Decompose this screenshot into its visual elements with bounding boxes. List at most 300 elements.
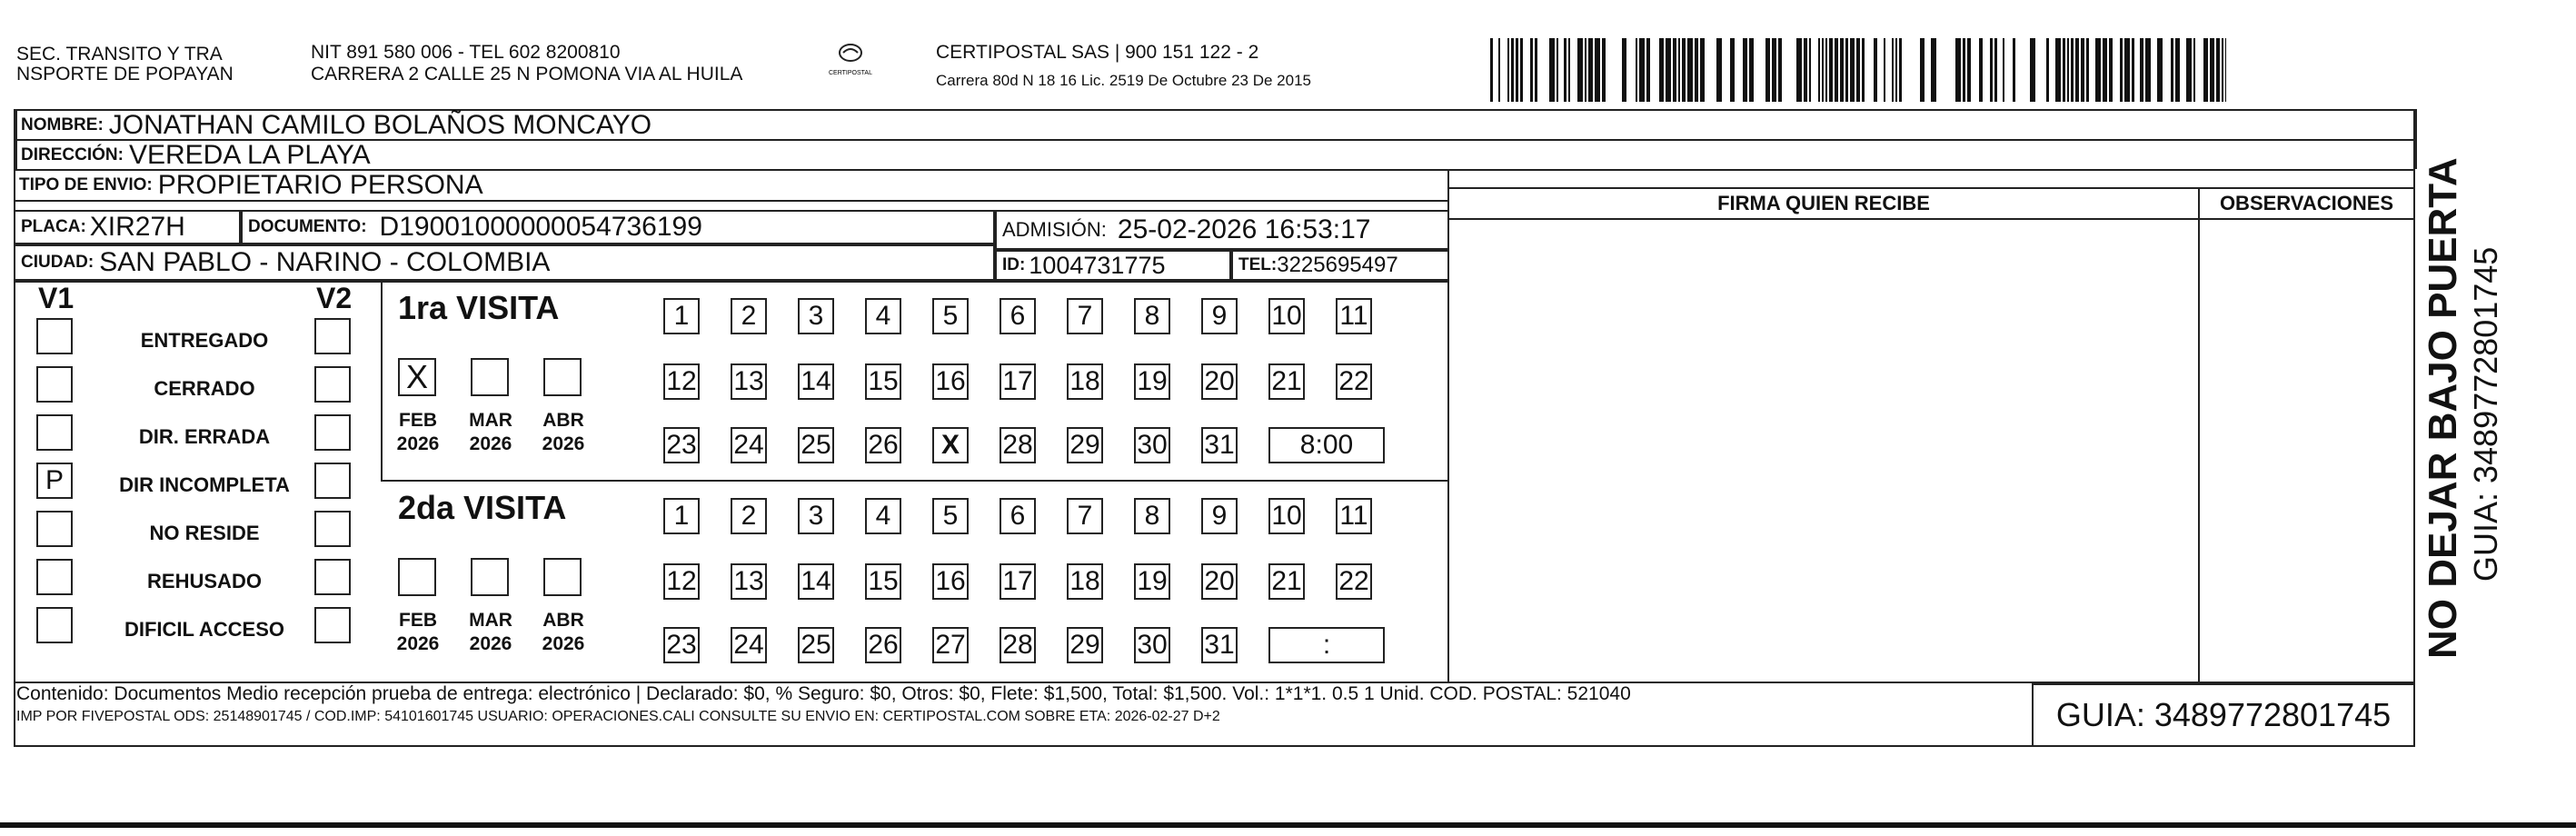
month-year: 2026 bbox=[396, 433, 440, 454]
month-name: ABR bbox=[542, 610, 584, 631]
ciudad-label: CIUDAD: bbox=[21, 253, 94, 272]
month-name: MAR bbox=[469, 610, 512, 631]
day-box[interactable] bbox=[731, 563, 767, 600]
day-box[interactable] bbox=[1067, 427, 1103, 463]
barcode-bar bbox=[1778, 38, 1782, 102]
month-name: FEB bbox=[399, 410, 437, 431]
barcode-bar bbox=[1796, 38, 1802, 102]
day-box[interactable] bbox=[1000, 627, 1036, 663]
day-number: 26 bbox=[868, 430, 899, 460]
barcode-bar bbox=[1963, 38, 1965, 102]
day-box[interactable] bbox=[932, 627, 969, 663]
barcode-bar bbox=[1639, 38, 1645, 102]
day-number: 12 bbox=[666, 566, 697, 596]
barcode-bar bbox=[1892, 38, 1894, 102]
day-box[interactable] bbox=[932, 298, 969, 334]
barcode-bar bbox=[1920, 38, 1925, 102]
day-number: 26 bbox=[868, 630, 899, 660]
admision-cell bbox=[995, 210, 1449, 250]
day-number: 7 bbox=[1077, 501, 1093, 531]
v2-checkbox[interactable] bbox=[314, 607, 351, 643]
documento-label: DOCUMENTO: bbox=[248, 217, 367, 236]
footer-guia-box bbox=[2032, 683, 2415, 747]
day-number: 2 bbox=[741, 501, 757, 531]
visit-title: 2da VISITA bbox=[398, 489, 567, 526]
barcode-bar bbox=[1825, 38, 1827, 102]
barcode-bar bbox=[1636, 38, 1637, 102]
month-year: 2026 bbox=[542, 633, 585, 654]
v2-checkbox[interactable] bbox=[314, 366, 351, 403]
day-box[interactable] bbox=[663, 298, 700, 334]
barcode-bar bbox=[1772, 38, 1776, 102]
month-label bbox=[391, 609, 445, 656]
barcode-bar bbox=[1673, 38, 1676, 102]
day-number: 12 bbox=[666, 366, 697, 396]
visit-title: 1ra VISITA bbox=[398, 289, 560, 326]
barcode-bar bbox=[2109, 38, 2113, 102]
day-number: 10 bbox=[1271, 301, 1302, 331]
day-number: 13 bbox=[733, 366, 764, 396]
status-label: NO RESIDE bbox=[149, 522, 260, 544]
tel-label: TEL: bbox=[1238, 255, 1278, 274]
certipostal-logo bbox=[829, 40, 872, 84]
barcode-bar bbox=[2067, 38, 2069, 102]
barcode-bar bbox=[2157, 38, 2163, 102]
day-number: 11 bbox=[1339, 301, 1368, 331]
day-number: 31 bbox=[1204, 630, 1235, 660]
day-box[interactable] bbox=[865, 298, 901, 334]
nombre-value: JONATHAN CAMILO BOLAÑOS MONCAYO bbox=[108, 109, 652, 140]
month-year: 2026 bbox=[396, 633, 440, 654]
day-box[interactable] bbox=[798, 427, 834, 463]
day-number: 25 bbox=[801, 630, 831, 660]
day-box[interactable] bbox=[1201, 363, 1238, 400]
barcode-bar bbox=[1507, 38, 1509, 102]
day-number: 31 bbox=[1204, 430, 1235, 460]
barcode-bar bbox=[1749, 38, 1754, 102]
day-box[interactable] bbox=[663, 627, 700, 663]
barcode-bar bbox=[2193, 38, 2195, 102]
barcode-bar bbox=[2103, 38, 2107, 102]
day-box[interactable] bbox=[1067, 363, 1103, 400]
day-number: 6 bbox=[1010, 301, 1026, 331]
day-number: 5 bbox=[942, 501, 959, 531]
month-checkbox[interactable] bbox=[543, 558, 582, 596]
barcode-bar bbox=[2003, 38, 2004, 102]
day-box[interactable] bbox=[1134, 298, 1170, 334]
day-number: 30 bbox=[1137, 630, 1168, 660]
day-box[interactable] bbox=[1000, 298, 1036, 334]
day-number: 19 bbox=[1137, 566, 1168, 596]
observaciones-area[interactable] bbox=[2198, 218, 2415, 683]
observaciones-header bbox=[2198, 187, 2415, 220]
day-number: 29 bbox=[1069, 430, 1100, 460]
barcode-bar bbox=[1490, 38, 1493, 102]
day-number: 11 bbox=[1339, 501, 1368, 531]
day-number: 14 bbox=[801, 366, 831, 396]
day-box[interactable] bbox=[865, 427, 901, 463]
placa-label: PLACA: bbox=[21, 217, 86, 236]
day-number: 2 bbox=[741, 301, 757, 331]
barcode-bar bbox=[2030, 38, 2035, 102]
tipo-envio-value: PROPIETARIO PERSONA bbox=[157, 170, 483, 200]
barcode-bar bbox=[1666, 38, 1671, 102]
day-number: 13 bbox=[733, 566, 764, 596]
barcode-bar bbox=[1955, 38, 1961, 102]
barcode-bar bbox=[1818, 38, 1820, 102]
month-checkbox[interactable] bbox=[398, 558, 436, 596]
day-number: 17 bbox=[1002, 366, 1033, 396]
day-number: 10 bbox=[1271, 501, 1302, 531]
v1-checkbox[interactable] bbox=[36, 607, 73, 643]
company-line: CERTIPOSTAL SAS | 900 151 122 - 2 bbox=[936, 42, 1259, 63]
day-box[interactable] bbox=[1201, 298, 1238, 334]
day-box[interactable] bbox=[932, 563, 969, 600]
day-box[interactable] bbox=[1268, 298, 1305, 334]
barcode-bar bbox=[1716, 38, 1722, 102]
day-number: 24 bbox=[733, 430, 764, 460]
month-label bbox=[536, 609, 591, 656]
barcode-bar bbox=[1804, 38, 1807, 102]
v1-checkbox[interactable] bbox=[36, 559, 73, 595]
barcode-bar bbox=[1856, 38, 1860, 102]
day-box[interactable] bbox=[798, 627, 834, 663]
day-number: 23 bbox=[666, 430, 697, 460]
barcode-bar bbox=[1990, 38, 1993, 102]
barcode-bar bbox=[1835, 38, 1838, 102]
day-number: 14 bbox=[801, 566, 831, 596]
day-number: 30 bbox=[1137, 430, 1168, 460]
month-year: 2026 bbox=[542, 433, 585, 454]
day-number: 3 bbox=[808, 501, 824, 531]
placa-cell bbox=[14, 210, 241, 244]
day-number: 15 bbox=[868, 566, 899, 596]
day-box[interactable] bbox=[1067, 563, 1103, 600]
barcode-bar bbox=[1557, 38, 1558, 102]
month-name: ABR bbox=[542, 410, 584, 431]
barcode-bar bbox=[1516, 38, 1518, 102]
month-label bbox=[463, 609, 518, 656]
day-box[interactable] bbox=[663, 498, 700, 534]
status-label: DIFICIL ACCESO bbox=[124, 618, 284, 641]
barcode-bar bbox=[1602, 38, 1606, 102]
barcode-bar bbox=[1564, 38, 1566, 102]
day-number: 19 bbox=[1137, 366, 1168, 396]
status-label: ENTREGADO bbox=[140, 329, 269, 352]
month-label bbox=[536, 409, 591, 456]
barcode-bar bbox=[1700, 38, 1705, 102]
barcode-bar bbox=[1682, 38, 1686, 102]
day-box[interactable] bbox=[798, 563, 834, 600]
v2-checkbox[interactable] bbox=[314, 559, 351, 595]
barcode-bar bbox=[2081, 38, 2084, 102]
logo-icon bbox=[829, 40, 872, 84]
day-number: 3 bbox=[808, 301, 824, 331]
month-checkbox[interactable] bbox=[543, 358, 582, 396]
ciudad-cell bbox=[14, 244, 995, 281]
barcode-bar bbox=[2145, 38, 2151, 102]
barcode-bar bbox=[1743, 38, 1747, 102]
barcode-bar bbox=[2055, 38, 2061, 102]
barcode-bar bbox=[2140, 38, 2143, 102]
v1-checkbox[interactable] bbox=[36, 318, 73, 354]
v1-checkbox[interactable] bbox=[36, 366, 73, 403]
footer-contenido: Contenido: Documentos Medio recepción prueba de entrega: electrónico | Declarado: $0, % Seguro: $0, Otros: $0, Flete: $1,500, Total: $1,500. Vol.: 1*1*1. 0.5 1 Unid. COD. POSTAL: 521040 bbox=[16, 683, 1631, 704]
day-box[interactable] bbox=[731, 498, 767, 534]
day-number: 8 bbox=[1144, 301, 1160, 331]
day-number: 6 bbox=[1010, 501, 1026, 531]
admision-label: ADMISIÓN: bbox=[1002, 218, 1107, 241]
month-checkbox[interactable] bbox=[471, 558, 509, 596]
day-box[interactable] bbox=[865, 627, 901, 663]
day-box[interactable] bbox=[731, 363, 767, 400]
divider bbox=[14, 200, 1449, 202]
day-box[interactable] bbox=[798, 363, 834, 400]
barcode-bar bbox=[2132, 38, 2134, 102]
barcode-bar bbox=[2225, 38, 2226, 102]
barcode-bar bbox=[1687, 38, 1693, 102]
direccion-row bbox=[15, 139, 2417, 169]
day-number: 21 bbox=[1271, 366, 1302, 396]
barcode-bar bbox=[1577, 38, 1583, 102]
barcode-bar bbox=[2095, 38, 2101, 102]
day-number: 9 bbox=[1211, 501, 1228, 531]
nombre-row bbox=[15, 109, 2417, 139]
day-number: 21 bbox=[1271, 566, 1302, 596]
day-box[interactable] bbox=[1134, 498, 1170, 534]
day-box[interactable] bbox=[1000, 427, 1036, 463]
status-label: DIR. ERRADA bbox=[138, 425, 271, 448]
day-number: 27 bbox=[935, 630, 966, 660]
day-number: 16 bbox=[935, 366, 966, 396]
footer-guia: GUIA: 3489772801745 bbox=[2055, 696, 2392, 733]
day-number: 5 bbox=[942, 301, 959, 331]
barcode-bar bbox=[1994, 38, 1997, 102]
day-number: 23 bbox=[666, 630, 697, 660]
barcode-bar bbox=[2210, 38, 2214, 102]
barcode-bar bbox=[2046, 38, 2049, 102]
status-label: DIR INCOMPLETA bbox=[119, 473, 290, 496]
day-box[interactable] bbox=[663, 427, 700, 463]
barcode-bar bbox=[2203, 38, 2208, 102]
day-number: 18 bbox=[1069, 566, 1100, 596]
id-cell bbox=[995, 250, 1231, 281]
day-number: 4 bbox=[875, 301, 891, 331]
direccion-label: DIRECCIÓN: bbox=[21, 144, 124, 164]
day-box[interactable] bbox=[798, 498, 834, 534]
barcode-bar bbox=[1979, 38, 1983, 102]
day-number: 1 bbox=[673, 501, 690, 531]
day-box[interactable] bbox=[1134, 427, 1170, 463]
day-box[interactable] bbox=[1000, 563, 1036, 600]
v1-checkbox[interactable]: P bbox=[36, 463, 73, 499]
day-number: 18 bbox=[1069, 366, 1100, 396]
barcode-bar bbox=[2075, 38, 2079, 102]
admision-value: 25-02-2026 16:53:17 bbox=[1117, 214, 1371, 244]
day-box[interactable] bbox=[1336, 363, 1372, 400]
barcode-bar bbox=[1899, 38, 1902, 102]
firma-header bbox=[1447, 187, 2200, 220]
day-box[interactable] bbox=[932, 427, 969, 463]
day-box[interactable] bbox=[1268, 563, 1305, 600]
barcode-bar bbox=[1585, 38, 1586, 102]
v2-checkbox[interactable] bbox=[314, 414, 351, 451]
id-value: 1004731775 bbox=[1029, 251, 1166, 279]
footer-imp-line: IMP POR FIVEPOSTAL ODS: 25148901745 / COD.IMP: 54101601745 USUARIO: OPERACIONES.CALI CONSULTE SU ENVIO EN: CERTIPOSTAL.COM SOBRE ETA: 2026-02-27 D+2 bbox=[16, 709, 1220, 724]
barcode-bar bbox=[1874, 38, 1877, 102]
day-number: 22 bbox=[1338, 366, 1369, 396]
day-box[interactable] bbox=[798, 298, 834, 334]
barcode-bar bbox=[1695, 38, 1698, 102]
month-name: MAR bbox=[469, 410, 512, 431]
day-box[interactable] bbox=[932, 498, 969, 534]
day-box[interactable] bbox=[1000, 363, 1036, 400]
barcode-bar bbox=[1840, 38, 1844, 102]
day-box[interactable] bbox=[663, 563, 700, 600]
barcode-bar bbox=[1730, 38, 1735, 102]
day-number: 16 bbox=[935, 566, 966, 596]
day-box[interactable] bbox=[1336, 563, 1372, 600]
barcode bbox=[1490, 38, 2231, 102]
day-number: 9 bbox=[1211, 301, 1228, 331]
barcode-bar bbox=[1822, 38, 1824, 102]
direccion-value: VEREDA LA PLAYA bbox=[128, 139, 371, 170]
day-box[interactable] bbox=[1201, 498, 1238, 534]
month-checkbox[interactable] bbox=[471, 358, 509, 396]
day-number: 28 bbox=[1002, 430, 1033, 460]
day-box[interactable] bbox=[1134, 363, 1170, 400]
day-box[interactable] bbox=[865, 498, 901, 534]
logo-text: CERTIPOSTAL bbox=[829, 70, 872, 76]
barcode-bar bbox=[1967, 38, 1971, 102]
day-box[interactable] bbox=[1201, 427, 1238, 463]
day-box[interactable] bbox=[865, 563, 901, 600]
barcode-bar bbox=[1895, 38, 1897, 102]
day-box[interactable] bbox=[731, 627, 767, 663]
barcode-bar bbox=[1588, 38, 1593, 102]
status-label: CERRADO bbox=[154, 377, 255, 400]
barcode-bar bbox=[1549, 38, 1555, 102]
barcode-bar bbox=[2186, 38, 2192, 102]
barcode-bar bbox=[1829, 38, 1833, 102]
day-box[interactable] bbox=[1201, 627, 1238, 663]
v2-checkbox[interactable] bbox=[314, 463, 351, 499]
sender-name-line2: NSPORTE DE POPAYAN bbox=[16, 64, 234, 85]
day-number: 25 bbox=[801, 430, 831, 460]
license-line: Carrera 80d N 18 16 Lic. 2519 De Octubre 23 De 2015 bbox=[936, 72, 1311, 89]
barcode-bar bbox=[2171, 38, 2173, 102]
nit-line: NIT 891 580 006 - TEL 602 8200810 bbox=[311, 42, 621, 63]
day-number: 29 bbox=[1069, 630, 1100, 660]
day-number: 20 bbox=[1204, 566, 1235, 596]
tel-value: 3225695497 bbox=[1277, 253, 1398, 277]
nombre-label: NOMBRE: bbox=[21, 114, 104, 134]
barcode-bar bbox=[1622, 38, 1626, 102]
barcode-bar bbox=[1568, 38, 1570, 102]
barcode-bar bbox=[1765, 38, 1770, 102]
barcode-bar bbox=[1931, 38, 1936, 102]
barcode-bar bbox=[2071, 38, 2074, 102]
day-number: 4 bbox=[875, 501, 891, 531]
firma-header-label: FIRMA QUIEN RECIBE bbox=[1717, 192, 1930, 214]
day-box[interactable] bbox=[1000, 498, 1036, 534]
day-number: 8 bbox=[1144, 501, 1160, 531]
ciudad-value: SAN PABLO - NARINO - COLOMBIA bbox=[99, 247, 551, 277]
v1-checkbox[interactable] bbox=[36, 511, 73, 547]
sender-name-line1: SEC. TRANSITO Y TRA bbox=[16, 44, 223, 65]
barcode-bar bbox=[1520, 38, 1523, 102]
barcode-bar bbox=[2086, 38, 2089, 102]
day-number: 17 bbox=[1002, 566, 1033, 596]
barcode-bar bbox=[1535, 38, 1537, 102]
day-box[interactable] bbox=[731, 298, 767, 334]
v2-checkbox[interactable] bbox=[314, 318, 351, 354]
v1-label: V1 bbox=[38, 282, 75, 314]
barcode-bar bbox=[1862, 38, 1865, 102]
day-box[interactable] bbox=[1067, 627, 1103, 663]
day-box[interactable] bbox=[932, 363, 969, 400]
id-label: ID: bbox=[1002, 255, 1026, 274]
barcode-bar bbox=[2120, 38, 2123, 102]
day-box[interactable] bbox=[1067, 498, 1103, 534]
day-box[interactable] bbox=[1134, 627, 1170, 663]
time-field[interactable]: : bbox=[1268, 627, 1385, 663]
time-field[interactable]: 8:00 bbox=[1268, 427, 1385, 463]
month-checkbox[interactable]: X bbox=[398, 358, 436, 396]
day-box[interactable] bbox=[1134, 563, 1170, 600]
day-box[interactable] bbox=[1201, 563, 1238, 600]
no-dejar-warning: NO DEJAR BAJO PUERTA bbox=[2421, 157, 2465, 659]
firma-area[interactable] bbox=[1447, 218, 2200, 683]
tipo-envio-row bbox=[14, 171, 1449, 200]
day-number: 28 bbox=[1002, 630, 1033, 660]
barcode-bar bbox=[1809, 38, 1811, 102]
barcode-bar bbox=[1511, 38, 1514, 102]
day-box[interactable] bbox=[1336, 498, 1372, 534]
day-box[interactable] bbox=[1067, 298, 1103, 334]
day-number: X bbox=[940, 430, 960, 460]
barcode-bar bbox=[1498, 38, 1500, 102]
barcode-bar bbox=[1678, 38, 1680, 102]
day-box[interactable] bbox=[1268, 363, 1305, 400]
barcode-graphic bbox=[1490, 38, 2231, 102]
day-number: 24 bbox=[733, 630, 764, 660]
barcode-bar bbox=[1646, 38, 1650, 102]
barcode-bar bbox=[1845, 38, 1848, 102]
side-guia: GUIA: 3489772801745 bbox=[2467, 246, 2504, 582]
v1-checkbox[interactable] bbox=[36, 414, 73, 451]
barcode-bar bbox=[1595, 38, 1600, 102]
day-number: 1 bbox=[673, 301, 690, 331]
month-label bbox=[391, 409, 445, 456]
day-box[interactable] bbox=[865, 363, 901, 400]
day-box[interactable] bbox=[1336, 298, 1372, 334]
status-label: REHUSADO bbox=[147, 570, 262, 592]
barcode-bar bbox=[1659, 38, 1664, 102]
documento-value: D19001000000054736199 bbox=[379, 212, 702, 242]
day-number: 7 bbox=[1077, 301, 1093, 331]
day-box[interactable] bbox=[663, 363, 700, 400]
day-number: 15 bbox=[868, 366, 899, 396]
day-box[interactable] bbox=[1268, 498, 1305, 534]
month-year: 2026 bbox=[469, 433, 512, 454]
day-box[interactable] bbox=[731, 427, 767, 463]
day-number: 22 bbox=[1338, 566, 1369, 596]
barcode-bar bbox=[2013, 38, 2015, 102]
v2-checkbox[interactable] bbox=[314, 511, 351, 547]
tipo-envio-label: TIPO DE ENVIO: bbox=[19, 175, 153, 194]
barcode-bar bbox=[1530, 38, 1533, 102]
